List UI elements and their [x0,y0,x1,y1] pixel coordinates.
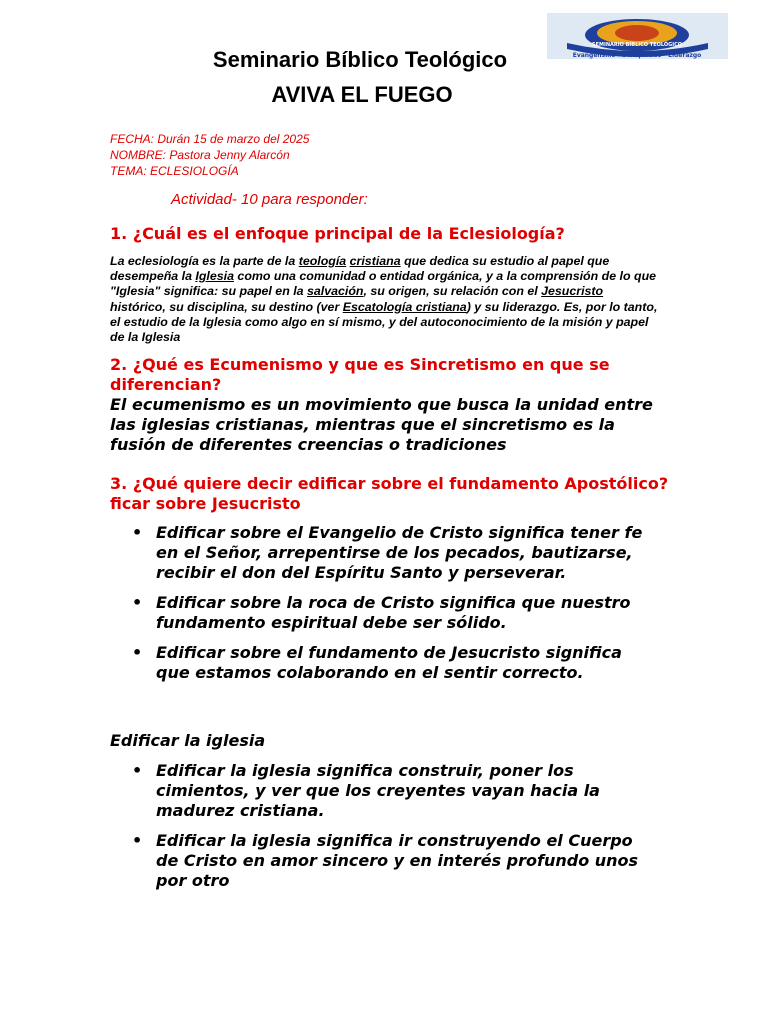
bullet-icon: • [132,593,143,612]
answer-1-text: histórico, su disciplina, su destino (ver [110,299,343,314]
page-subtitle: AVIVA EL FUEGO [271,82,453,107]
question-3: 3. ¿Qué quiere decir edificar sobre el fundamento Apostólico? ficar sobre Jesucristo [110,474,669,513]
document-meta [110,131,309,179]
meta-topic: TEMA: ECLESIOLOGÍA [110,164,239,178]
list-item-text: Edificar la iglesia significa ir construyendo el Cuerpo de Cristo en amor sincero y en interés profundo unos por otro [156,831,639,890]
answer-1-text: , su origen, su relación con el [363,284,542,299]
question-2: 2. ¿Qué es Ecumenismo y que es Sincretismo en que se diferencian? [110,355,610,394]
list-item [110,523,650,583]
answer-1-text: ) y su liderazgo. Es, por lo tanto, el estudio de la Iglesia como algo en sí mismo, y del autoconocimiento de la misión y papel de la Iglesia [110,299,658,345]
link-salvacion[interactable]: salvación [306,284,364,299]
list-item-text: Edificar sobre el fundamento de Jesucristo significa que estamos colaborando en el sentir correcto. [156,643,622,682]
section-subheading: Edificar la iglesia [110,731,266,750]
question-1: 1. ¿Cuál es el enfoque principal de la Eclesiología? [110,224,565,243]
link-escatologia-cristiana[interactable]: Escatología cristiana [342,299,467,314]
link-cristiana[interactable]: cristiana [349,254,401,268]
link-jesucristo[interactable]: Jesucristo [541,284,604,299]
meta-name: NOMBRE: Pastora Jenny Alarcón [110,148,290,162]
bullet-icon: • [132,761,143,780]
link-teologia[interactable]: teología [298,254,347,268]
list-item [110,761,650,821]
list-item-text: Edificar la iglesia significa construir, poner los cimientos, y ver que los creyentes vayan hacia la madurez cristiana. [156,761,600,820]
answer-1-text: que dedica su estudio al papel que desempeña la [110,254,610,284]
logo-bottom-text: Evangelismo - Discipulado - Liderazgo [572,52,702,59]
link-iglesia[interactable]: Iglesia [195,269,234,284]
answer-3-list [110,523,650,693]
church-building-list [110,761,650,901]
bullet-icon: • [132,523,143,542]
list-item-text: Edificar sobre el Evangelio de Cristo significa tener fe en el Señor, arrepentirse de los pecados, bautizarse, recibir el don del Espíritu Santo y perseverar. [156,523,643,582]
answer-1-text: como una comunidad o entidad orgánica, y a la comprensión de lo que "Iglesia" significa: su papel en la [110,269,657,299]
logo-top-text: SEMINARIO BÍBLICO TEOLÓGICO [591,42,683,48]
answer-2: El ecumenismo es un movimiento que busca la unidad entre las iglesias cristianas, mientras que el sincretismo es la fusión de diferentes creencias o tradiciones [110,395,653,454]
bullet-icon: • [132,643,143,662]
answer-1-text: La eclesiología es la parte de la [110,254,299,268]
list-item [110,831,650,891]
answer-1 [110,254,658,345]
list-item-text: Edificar sobre la roca de Cristo significa que nuestro fundamento espiritual debe ser sólido. [156,593,631,632]
list-item [110,643,650,683]
page-title: Seminario Bíblico Teológico [212,47,508,72]
meta-date: FECHA: Durán 15 de marzo del 2025 [110,132,310,146]
activity-label: Actividad- 10 para responder: [171,191,368,208]
bullet-icon: • [132,831,143,850]
list-item [110,593,650,633]
